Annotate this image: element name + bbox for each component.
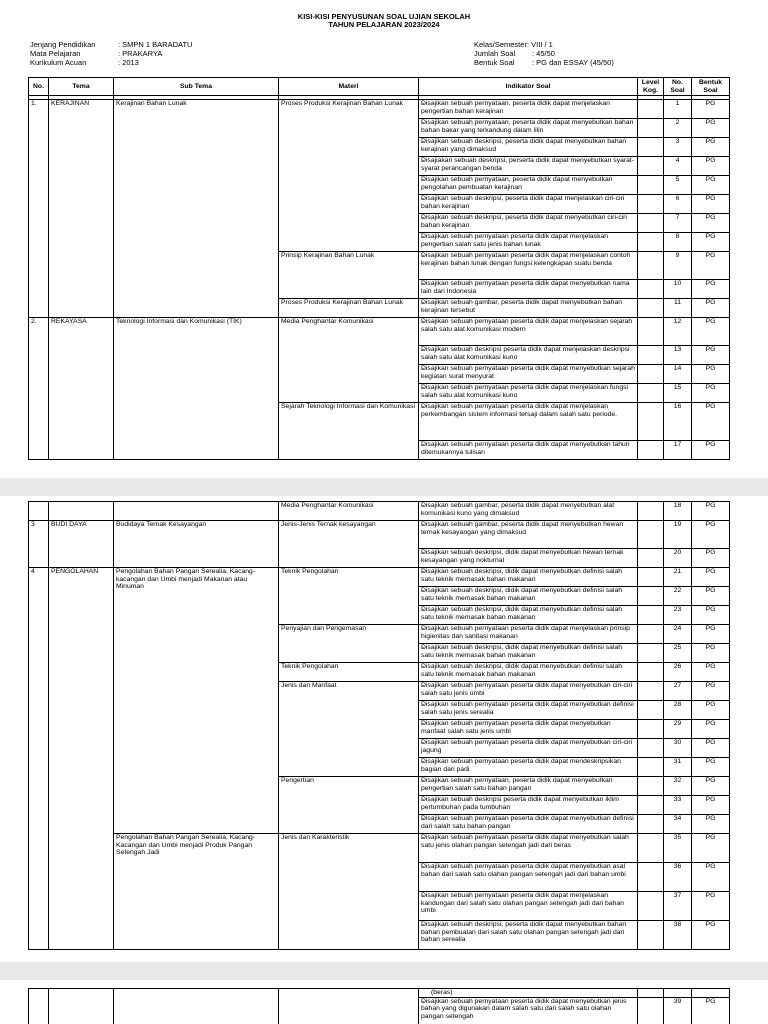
group-tema: KERAJINAN — [49, 100, 114, 318]
level-cell — [638, 834, 664, 863]
bentuk-cell: PG — [692, 568, 730, 587]
meta-value: : 2013 — [118, 58, 139, 67]
meta-label: Jumlah Soal — [474, 49, 516, 58]
document-page-3 — [0, 980, 768, 1024]
nosoal-cell: 18 — [664, 502, 692, 521]
level-cell — [638, 663, 664, 682]
indikator-cell: - Disajikan sebuah pernyataan peserta didik dapat menyebutkan nama lain dari Indonesia — [419, 280, 638, 299]
level-cell — [638, 441, 664, 460]
materi-cell: Pengertian — [279, 777, 419, 834]
nosoal-cell: 1 — [664, 100, 692, 119]
nosoal-cell: 28 — [664, 701, 692, 720]
level-cell — [638, 176, 664, 195]
bentuk-cell: PG — [692, 521, 730, 549]
bentuk-cell: PG — [692, 892, 730, 921]
nosoal-cell: 10 — [664, 280, 692, 299]
level-cell — [638, 587, 664, 606]
level-cell — [638, 606, 664, 625]
bentuk-cell: PG — [692, 384, 730, 403]
nosoal-cell: 6 — [664, 195, 692, 214]
col-header-nosoal: No. Soal — [664, 78, 692, 96]
bentuk-cell: PG — [692, 644, 730, 663]
bentuk-cell: PG — [692, 921, 730, 950]
indikator-cell: - Disajikan sebuah deskripsi, didik dapat menyebutkan definisi salah satu teknik memasak bahan makanan — [419, 663, 638, 682]
bentuk-cell: PG — [692, 997, 730, 1024]
bentuk-cell: PG — [692, 796, 730, 815]
indikator-cell: - Disajikan sebuah pernyataan peserta didik dapat menyebutkan tahun ditemukannya tulisan — [419, 441, 638, 460]
nosoal-cell: 20 — [664, 549, 692, 568]
bentuk-cell: PG — [692, 176, 730, 195]
group-subtema — [114, 502, 279, 521]
materi-cell: Media Penghantar Komunikasi — [279, 502, 419, 521]
group-tema: BUDI DAYA — [49, 521, 114, 568]
bentuk-cell: PG — [692, 625, 730, 644]
nosoal-cell: 7 — [664, 214, 692, 233]
materi-cell: Prinsip Kerajinan Bahan Lunak — [279, 252, 419, 299]
materi-cell: Media Penghantar Komunikasi — [279, 318, 419, 403]
nosoal-cell: 14 — [664, 365, 692, 384]
materi-cell: Jenis dan Karakteristik — [279, 834, 419, 950]
level-cell — [638, 989, 664, 998]
level-cell — [638, 682, 664, 701]
indikator-cell: - Disajikan sebuah deskripsi, peserta didik dapat menjelaskan ciri-ciri bahan kerajinan — [419, 195, 638, 214]
materi-cell: Teknik Pengolahan — [279, 663, 419, 682]
nosoal-cell: 26 — [664, 663, 692, 682]
materi-cell: Teknik Pengolahan — [279, 568, 419, 625]
indikator-cell: - Disajikan sebuah pernyataan, peserta didik dapat menjelaskan pengertian bahan kerajinan — [419, 100, 638, 119]
indikator-cell: - Disajikan sebuah pernyataan peserta didik dapat menjelaskan fungsi salah satu alat komunikasi kuno — [419, 384, 638, 403]
level-cell — [638, 892, 664, 921]
meta-label: Jenjang Pendidikan — [30, 40, 96, 49]
bentuk-cell: PG — [692, 587, 730, 606]
group-no: 1. — [29, 100, 49, 318]
bentuk-cell: PG — [692, 252, 730, 280]
indikator-cell: - Disajikan sebuah pernyataan, peserta didik dapat menyebutkan pengertian salah satu bahan pangan — [419, 777, 638, 796]
bentuk-cell: PG — [692, 682, 730, 701]
bentuk-cell: PG — [692, 701, 730, 720]
meta-left — [30, 40, 192, 67]
bentuk-cell: PG — [692, 549, 730, 568]
nosoal-cell: 9 — [664, 252, 692, 280]
indikator-cell: - Disajikan sebuah pernyataan peserta didik dapat menjelaskan sejarah salah satu alat komunikasi modern — [419, 318, 638, 346]
nosoal-cell: 38 — [664, 921, 692, 950]
col-header-indikator: Indikator Soal — [419, 78, 638, 96]
bentuk-cell: PG — [692, 663, 730, 682]
level-cell — [638, 157, 664, 176]
bentuk-cell: PG — [692, 214, 730, 233]
materi-cell: Jenis dan Manfaat — [279, 682, 419, 777]
bentuk-cell: PG — [692, 365, 730, 384]
nosoal-cell: 25 — [664, 644, 692, 663]
document-page-2 — [0, 496, 768, 962]
materi-cell: Proses Produksi Kerajinan Bahan Lunak — [279, 100, 419, 252]
indikator-cell: - Disajikan sebuah gambar, peserta didik dapat menyebutkan hewan ternak kesayangan yang dimaksud — [419, 521, 638, 549]
bentuk-cell: PG — [692, 863, 730, 892]
col-header-subtema: Sub Tema — [114, 78, 279, 96]
nosoal-cell: 8 — [664, 233, 692, 252]
table-header-row — [29, 78, 730, 96]
meta-value: : PG dan ESSAY (45/50) — [532, 58, 614, 67]
level-cell — [638, 921, 664, 950]
meta-label: Bentuk Soal — [474, 58, 515, 67]
group-no: 4 — [29, 568, 49, 950]
level-cell — [638, 100, 664, 119]
nosoal-cell: 34 — [664, 815, 692, 834]
doc-title: KISI-KISI PENYUSUNAN SOAL UJIAN SEKOLAH — [297, 12, 471, 21]
bentuk-cell: PG — [692, 346, 730, 365]
nosoal-cell: 24 — [664, 625, 692, 644]
level-cell — [638, 318, 664, 346]
indikator-cell: - Disajikan sebuah deskripsi, didik dapat menyebutkan definisi salah satu teknik memasak bahan makanan — [419, 587, 638, 606]
nosoal-cell: 23 — [664, 606, 692, 625]
indikator-cell: - Disajikan sebuah pernyataan peserta didik dapat menyebutkan ciri-ciri jagung — [419, 739, 638, 758]
bentuk-cell: PG — [692, 195, 730, 214]
indikator-cell: - Disajikan sebuah pernyataan, peserta didik dapat menyebutkan bahan bahan bakar yang terkandung dalam lilin — [419, 119, 638, 138]
group-subtema: Teknologi Informasi dan Komunikasi (TIK) — [114, 318, 279, 460]
table-row — [29, 834, 730, 863]
indikator-cell: - Disajikan sebuah pernyataan peserta didik dapat menjelaskan perkembangan sistem informasi tersaji dalam salah satu periode. — [419, 403, 638, 441]
group-subtema: Pengolahan Bahan Pangan Serealia, Kacang-Kacangan dan Umbi menjadi Produk Pangan Setengah Jadi — [114, 834, 279, 950]
bentuk-cell: PG — [692, 720, 730, 739]
indikator-cell: - Disajikan sebuah deskripsi, didik dapat menyebutkan definisi salah satu teknik memasak bahan makanan — [419, 568, 638, 587]
level-cell — [638, 384, 664, 403]
indikator-cell: - Disajikan sebuah pernyataan, peserta didik dapat menyebutkan pengolahan pembuatan kerajinan — [419, 176, 638, 195]
level-cell — [638, 739, 664, 758]
group-subtema: Kerajinan Bahan Lunak — [114, 100, 279, 318]
materi-cell: Proses Produksi Kerajinan Bahan Lunak — [279, 299, 419, 318]
indikator-cell: - Disajikan sebuah deskripsi, peserta didik dapat menyebutkan ciri-ciri bahan kerajinan — [419, 214, 638, 233]
table-row — [29, 521, 730, 549]
bentuk-cell: PG — [692, 441, 730, 460]
bentuk-cell: PG — [692, 815, 730, 834]
indikator-cell: - Disajikan sebuah pernyataan peserta didik dapat menyebutkan manfaat salah satu jenis umbi — [419, 720, 638, 739]
nosoal-cell: 32 — [664, 777, 692, 796]
level-cell — [638, 720, 664, 739]
indikator-cell: - Disajikan sebuah gambar, peserta didik dapat menyebutkan bahan kerajinan tersebut — [419, 299, 638, 318]
indikator-cell: - Disajikan sebuah deskripsi, didik dapat menyebutkan definisi salah satu teknik memasak bahan makanan — [419, 644, 638, 663]
indikator-cell: - Disajikan sebuah deskripsi, didik dapat menyebutkan hewan ternak kesayangan yang nokturnal — [419, 549, 638, 568]
nosoal-cell: 21 — [664, 568, 692, 587]
nosoal-cell: 22 — [664, 587, 692, 606]
indikator-cell: - Disajikan sebuah pernyataan peserta didik dapat menyebutkan definisi salah satu jenis serealia — [419, 701, 638, 720]
bentuk-cell: PG — [692, 100, 730, 119]
nosoal-cell: 3 — [664, 138, 692, 157]
level-cell — [638, 701, 664, 720]
nosoal-cell: 30 — [664, 739, 692, 758]
col-header-materi: Materi — [279, 78, 419, 96]
nosoal-cell: 19 — [664, 521, 692, 549]
col-header-tema: Tema — [49, 78, 114, 96]
indikator-cell: - Disajikan sebuah deskripsi, peserta didik dapat menyebutkan bahan bahan pembuatan dari salah satu olahan pangan setengah jadi dari bahan serealia — [419, 921, 638, 950]
level-cell — [638, 346, 664, 365]
indikator-cell: - Disajikan sebuah pernyataan peserta didik dapat menjelaskan prinsip higienitas dan sanitasi makanan — [419, 625, 638, 644]
nosoal-cell: 33 — [664, 796, 692, 815]
indikator-cell: - Disajikan sebuah pernyataan peserta didik dapat menjelaskan kandungan dari salah satu olahan pangan setengah jadi dari bahan umbi — [419, 892, 638, 921]
nosoal-cell: 35 — [664, 834, 692, 863]
group-subtema — [114, 989, 279, 1024]
indikator-cell: - Disajikan sebuah deskripsi, peserta didik dapat menyebutkan bahan kerajinan yang dimaksud — [419, 138, 638, 157]
meta-right — [474, 40, 614, 67]
nosoal-cell: 11 — [664, 299, 692, 318]
table-row — [29, 502, 730, 521]
nosoal-cell: 4 — [664, 157, 692, 176]
meta-label: Kurikulum Acuan — [30, 58, 87, 67]
level-cell — [638, 233, 664, 252]
nosoal-cell: 16 — [664, 403, 692, 441]
group-no: 2. — [29, 318, 49, 460]
document-page-1 — [0, 0, 768, 478]
indikator-cell: - Disajikan sebuah pernyataan peserta didik dapat menyebutkan salah satu jenis olahan pangan setengah jadi dari beras — [419, 834, 638, 863]
group-subtema: Pengolahan Bahan Pangan Serealia, Kacang-kacangan dan Umbi menjadi Makanan atau Minuman — [114, 568, 279, 834]
group-tema: REKAYASA — [49, 318, 114, 460]
table-row — [29, 568, 730, 587]
indikator-cell: - Disajikan sebuah deskripsi, didik dapat menyebutkan definisi salah satu teknik memasak bahan makanan — [419, 606, 638, 625]
bentuk-cell: PG — [692, 758, 730, 777]
meta-label: Kelas/Semester — [474, 40, 527, 49]
level-cell — [638, 625, 664, 644]
indikator-cell: - Disajikan sebuah pernyataan peserta didik dapat menyebutkan asal bahan dari salah satu olahan pangan setengah jadi dari bahan umbi — [419, 863, 638, 892]
nosoal-cell: 29 — [664, 720, 692, 739]
level-cell — [638, 280, 664, 299]
level-cell — [638, 521, 664, 549]
level-cell — [638, 796, 664, 815]
nosoal-cell: 15 — [664, 384, 692, 403]
doc-subtitle: TAHUN PELAJARAN 2023/2024 — [328, 20, 440, 29]
level-cell — [638, 549, 664, 568]
indikator-cell: - Disajikan sebuah deskripsi peserta didik dapat menjelaskan deskripsi salah satu alat komunikasi kuno — [419, 346, 638, 365]
table-row — [29, 100, 730, 119]
nosoal-cell: 2 — [664, 119, 692, 138]
group-tema — [49, 502, 114, 521]
level-cell — [638, 252, 664, 280]
level-cell — [638, 214, 664, 233]
bentuk-cell — [692, 989, 730, 998]
level-cell — [638, 997, 664, 1024]
nosoal-cell: 36 — [664, 863, 692, 892]
bentuk-cell: PG — [692, 138, 730, 157]
bentuk-cell: PG — [692, 502, 730, 521]
materi-cell: Sejarah Teknologi Informasi dan Komunikasi — [279, 403, 419, 460]
bentuk-cell: PG — [692, 403, 730, 441]
kisi-table-page-1 — [28, 77, 730, 460]
col-header-bentuk: Bentuk Soal — [692, 78, 730, 96]
kisi-table-page-2 — [28, 501, 730, 950]
group-tema: PENGOLAHAN — [49, 568, 114, 950]
level-cell — [638, 815, 664, 834]
meta-value: : PRAKARYA — [118, 49, 163, 58]
group-no — [29, 502, 49, 521]
nosoal-cell: 13 — [664, 346, 692, 365]
meta-value: : 45/50 — [532, 49, 555, 58]
level-cell — [638, 568, 664, 587]
bentuk-cell: PG — [692, 606, 730, 625]
level-cell — [638, 119, 664, 138]
group-no: 3 — [29, 521, 49, 568]
table-row — [29, 989, 730, 998]
indikator-cell: - Disajikan sebuah pernyataan peserta didik dapat mendeskripsikan bagian dari padi — [419, 758, 638, 777]
bentuk-cell: PG — [692, 233, 730, 252]
level-cell — [638, 403, 664, 441]
nosoal-cell: 17 — [664, 441, 692, 460]
nosoal-cell: 12 — [664, 318, 692, 346]
indikator-cell: - Disajiakan sebuah deskripsi, perserta didik dapat menyebutkan syarat-syarat perancangan benda — [419, 157, 638, 176]
level-cell — [638, 644, 664, 663]
indikator-cell: - Disajikan sebuah gambar, peserta didik dapat menyebutkan alat komunikasi kuno yang dimaksud — [419, 502, 638, 521]
level-cell — [638, 863, 664, 892]
indikator-cell: - Disajikan sebuah deskripsi peserta didik dapat menyebutkan iklim pertumbuhan pada tumbuhan — [419, 796, 638, 815]
nosoal-cell: 37 — [664, 892, 692, 921]
bentuk-cell: PG — [692, 739, 730, 758]
indikator-cell: - Disajikan sebuah pernyataan peserta didik dapat menjelaskan contoh kerajinan bahan lunak dengan fungsi kelengkapan suatu benda — [419, 252, 638, 280]
indikator-cell: - Disajikan sebuah pernyataan peserta didik dapat menyebutkan definisi dari salah satu bahan pangan — [419, 815, 638, 834]
indikator-cell: - Disajikan sebuah pernyataan peserta didik dapat menyebutkan ciri-ciri salah satu jenis umbi — [419, 682, 638, 701]
bentuk-cell: PG — [692, 119, 730, 138]
bentuk-cell: PG — [692, 299, 730, 318]
meta-value: : VIII / 1 — [526, 40, 553, 49]
bentuk-cell: PG — [692, 834, 730, 863]
bentuk-cell: PG — [692, 777, 730, 796]
group-subtema: Budidaya Ternak Kesayangan — [114, 521, 279, 568]
materi-cell — [279, 989, 419, 1024]
nosoal-cell: 31 — [664, 758, 692, 777]
nosoal-cell: 5 — [664, 176, 692, 195]
group-no — [29, 989, 49, 1024]
nosoal-cell: 27 — [664, 682, 692, 701]
bentuk-cell: PG — [692, 318, 730, 346]
bentuk-cell: PG — [692, 280, 730, 299]
meta-value: : SMPN 1 BARADATU — [118, 40, 193, 49]
col-header-level: Level Kog. — [638, 78, 664, 96]
bentuk-cell: PG — [692, 157, 730, 176]
nosoal-cell: 39 — [664, 997, 692, 1024]
materi-cell: Jenis-Jenis Ternak kesayangan — [279, 521, 419, 568]
kisi-table-page-3 — [28, 988, 730, 1024]
table-row — [29, 318, 730, 346]
indikator-cell: - Disajikan sebuah pernyataan peserta didik dapat menyebutkan sejarah kegiatan surat menyurat — [419, 365, 638, 384]
level-cell — [638, 777, 664, 796]
col-header-no: No. — [29, 78, 49, 96]
indikator-cell: - Disajikan sebuah pernyataan peserta didik dapat menyebutkan jenis bahan yang digunakan dalam salah satu dari salah satu olahan pangan setengah — [419, 997, 638, 1024]
level-cell — [638, 758, 664, 777]
group-tema — [49, 989, 114, 1024]
meta-label: Mata Pelajaran — [30, 49, 81, 58]
level-cell — [638, 195, 664, 214]
nosoal-cell — [664, 989, 692, 998]
indikator-cell: - Disajikan sebuah pernyataan peserta didik dapat menjelaskan pengertian salah satu jenis bahan lunak — [419, 233, 638, 252]
level-cell — [638, 138, 664, 157]
indikator-continuation: (beras) — [419, 989, 638, 998]
level-cell — [638, 502, 664, 521]
level-cell — [638, 299, 664, 318]
materi-cell: Penyajian dan Pengemasan — [279, 625, 419, 663]
level-cell — [638, 365, 664, 384]
